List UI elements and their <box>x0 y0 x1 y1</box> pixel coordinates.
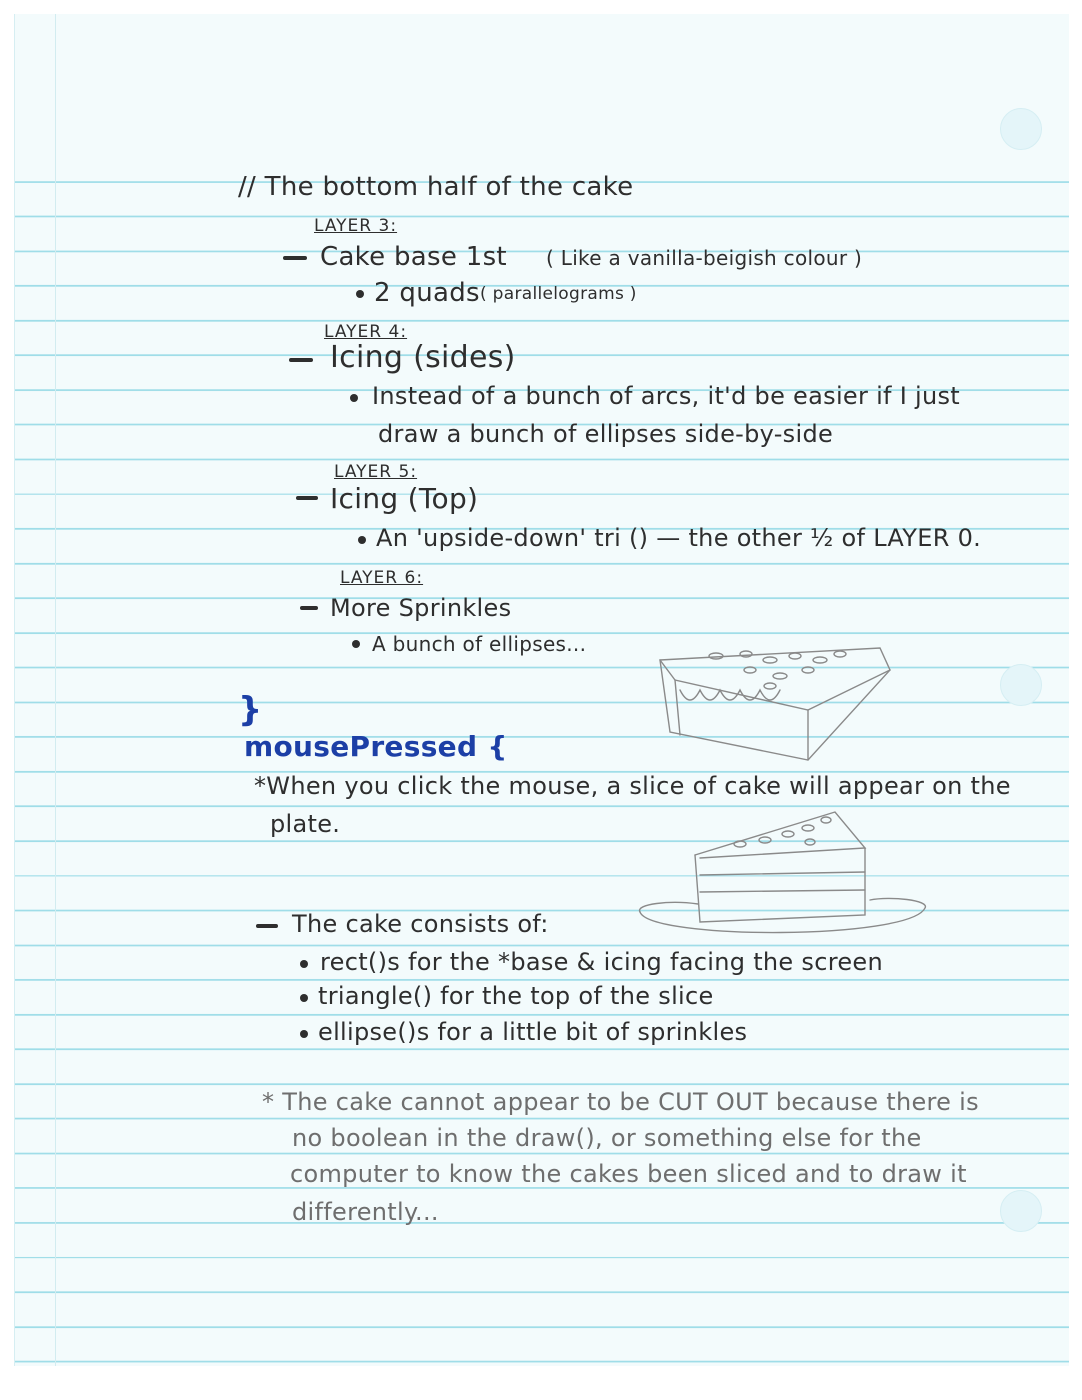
layer-3-bullet: 2 quads <box>374 278 480 308</box>
layer-4-item: Icing (sides) <box>330 340 516 375</box>
consists-of-heading: The cake consists of: <box>292 910 549 938</box>
layer-5-item: Icing (Top) <box>330 482 479 515</box>
layer-3-item: Cake base 1st <box>320 242 507 272</box>
bullet-icon <box>352 640 360 648</box>
bullet-icon <box>358 536 366 544</box>
layer-3-label: LAYER 3: <box>314 216 398 236</box>
mouse-pressed-note-line-1: *When you click the mouse, a slice of cake will appear on the <box>254 772 1011 800</box>
dash-icon <box>256 924 278 928</box>
consists-bullet-3: ellipse()s for a little bit of sprinkles <box>318 1018 748 1046</box>
layer-4-bullet-line-1: Instead of a bunch of arcs, it'd be easier if I just <box>372 382 961 410</box>
consists-bullet-2: triangle() for the top of the slice <box>318 982 714 1010</box>
bullet-icon <box>300 960 308 968</box>
punch-hole-middle <box>1000 664 1042 706</box>
cake-block-sketch <box>650 640 900 770</box>
layer-4-bullet-line-2: draw a bunch of ellipses side-by-side <box>378 420 834 448</box>
bullet-icon <box>356 290 364 298</box>
punch-hole-bottom <box>1000 1190 1042 1232</box>
layer-3-item-note: ( Like a vanilla-beigish colour ) <box>546 246 863 270</box>
layer-6-item: More Sprinkles <box>330 594 512 622</box>
bullet-icon <box>300 994 308 1002</box>
layer-6-label: LAYER 6: <box>340 568 424 588</box>
pencil-note-line-4: differently... <box>292 1198 439 1226</box>
pencil-note-line-1: * The cake cannot appear to be CUT OUT because there is <box>262 1088 979 1116</box>
cake-slice-on-plate-sketch <box>630 800 940 940</box>
bullet-icon <box>300 1030 308 1038</box>
punch-hole-top <box>1000 108 1042 150</box>
pencil-note-line-2: no boolean in the draw(), or something else for the <box>292 1124 922 1152</box>
bullet-icon <box>350 394 358 402</box>
dash-icon <box>289 358 313 362</box>
layer-5-label: LAYER 5: <box>334 462 418 482</box>
mouse-pressed-heading: mousePressed { <box>244 730 508 763</box>
layer-6-bullet: A bunch of ellipses... <box>372 632 587 656</box>
layer-4-label: LAYER 4: <box>324 322 408 342</box>
paper-header-margin <box>15 14 1069 164</box>
dash-icon <box>300 606 318 610</box>
section-comment: // The bottom half of the cake <box>238 172 634 202</box>
layer-3-bullet-note: ( parallelograms ) <box>480 284 637 304</box>
mouse-pressed-note-line-2: plate. <box>270 810 341 838</box>
closing-brace: } <box>238 690 263 730</box>
dash-icon <box>283 256 307 260</box>
dash-icon <box>296 496 318 500</box>
pencil-note-line-3: computer to know the cakes been sliced and to draw it <box>290 1160 967 1188</box>
margin-line <box>55 14 56 1366</box>
consists-bullet-1: rect()s for the *base & icing facing the screen <box>320 948 883 976</box>
layer-5-bullet: An 'upside-down' tri () — the other ½ of LAYER 0. <box>376 524 982 552</box>
